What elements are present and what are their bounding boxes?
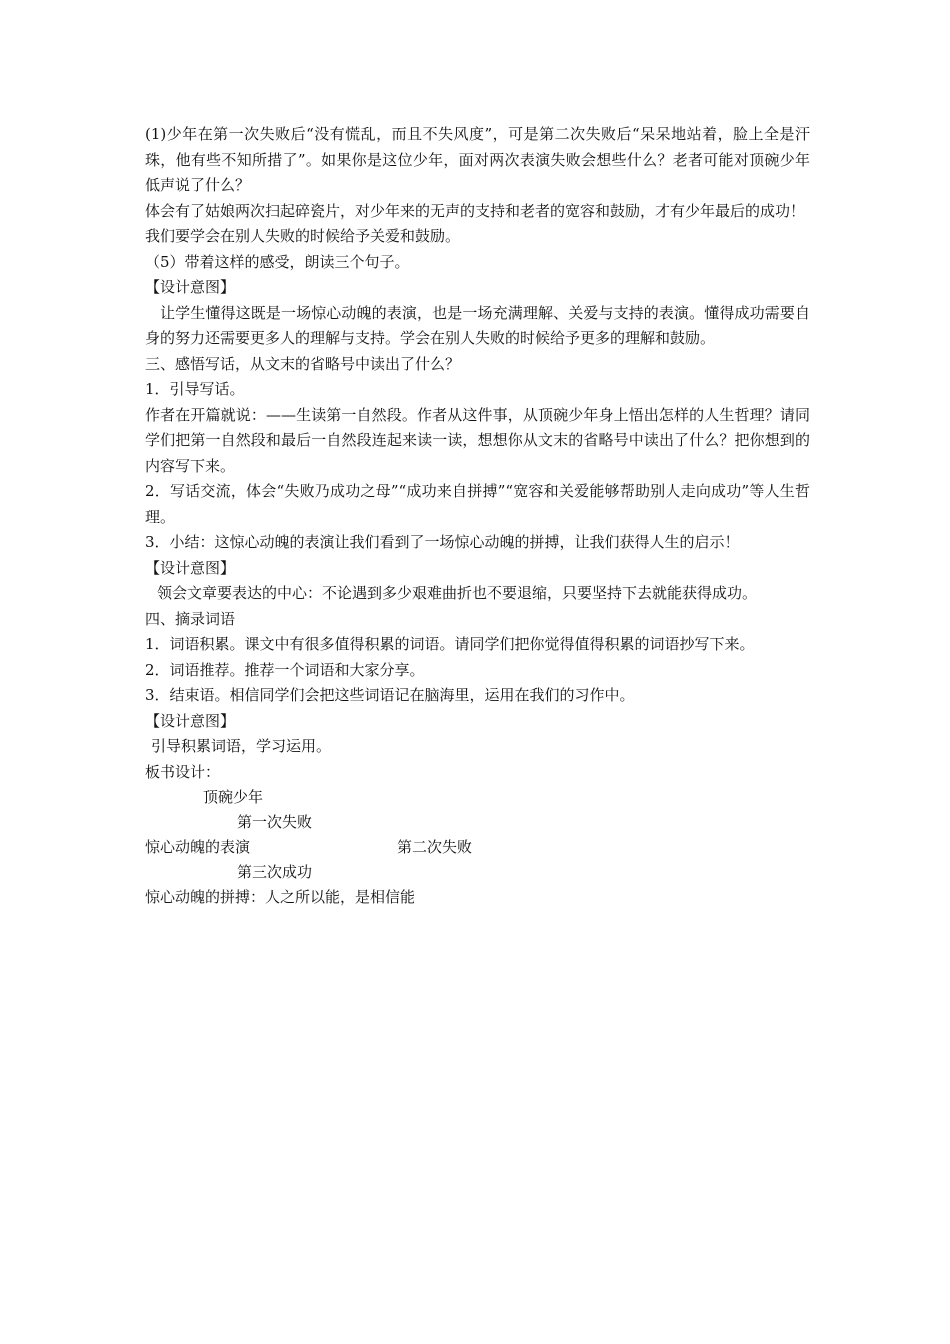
design-intent-text-1: 让学生懂得这既是一场惊心动魄的表演，也是一场充满理解、关爱与支持的表演。懂得成功需要自身的努力还需要更多人的理解与支持。学会在别人失败的时候给予更多的理解和鼓励。 xyxy=(145,303,810,347)
board-third-success: 第三次成功 xyxy=(237,863,313,881)
section-3-title: 三、感悟写话，从文末的省略号中读出了什么？ xyxy=(145,354,461,373)
paragraph-lesson: 我们要学会在别人失败的时候给予关爱和鼓励。 xyxy=(145,227,461,245)
paragraph-reflection: 体会有了姑娘两次扫起碎瓷片，对少年来的无声的支持和老者的宽容和鼓励，才有少年最后的成功！ xyxy=(145,201,806,220)
section-3-item-3: 3．小结：这惊心动魄的表演让我们看到了一场惊心动魄的拼搏，让我们获得人生的启示！ xyxy=(145,533,740,551)
design-intent-body-3: 引导积累词语，学习运用。 xyxy=(151,737,332,755)
paragraph-reading: （5）带着这样的感受，朗读三个句子。 xyxy=(145,252,410,271)
paragraph-question: (1)少年在第一次失败后“没有慌乱，而且不失风度”，可是第二次失败后“呆呆地站着，脸上全是汗珠，他有些不知所措了”。如果你是这位少年，面对两次表演失败会想些什么？老者可能对顶碗少年低声说了什么？ xyxy=(145,125,810,194)
design-intent-heading-1: 【设计意图】 xyxy=(145,278,236,296)
section-4-title: 四、摘录词语 xyxy=(145,609,236,628)
board-first-failure: 第一次失败 xyxy=(237,813,313,831)
board-left-label: 惊心动魄的表演 xyxy=(145,838,251,856)
design-intent-heading-3: 【设计意图】 xyxy=(145,711,236,730)
design-intent-body-2: 领会文章要表达的中心：不论遇到多少艰难曲折也不要退缩，只要坚持下去就能获得成功。 xyxy=(157,584,758,602)
section-3-item-1-body: 作者在开篇就说：——生读第一自然段。作者从这件事，从顶碗少年身上悟出怎样的人生哲理？请同学们把第一自然段和最后一自然段连起来读一读，想想你从文末的省略号中读出了什么？把你想到的内容写下来。 xyxy=(145,405,810,475)
section-3-item-1: 1．引导写话。 xyxy=(145,380,245,398)
section-4-item-3: 3．结束语。相信同学们会把这些词语记在脑海里，运用在我们的习作中。 xyxy=(145,686,635,704)
document-page xyxy=(145,122,810,915)
board-design-title: 板书设计： xyxy=(145,762,221,781)
section-3-item-2: 2．写话交流，体会“失败乃成功之母”“成功来自拼搏”“宽容和关爱能够帮助别人走向成功”等人生哲理。 xyxy=(145,482,810,526)
design-intent-heading-2: 【设计意图】 xyxy=(145,558,236,577)
board-bottom-line: 惊心动魄的拼搏：人之所以能，是相信能 xyxy=(145,888,416,906)
board-second-failure: 第二次失败 xyxy=(397,838,473,856)
board-design xyxy=(145,785,810,915)
design-intent-body-1 xyxy=(145,301,810,352)
section-4-item-2: 2．词语推荐。推荐一个词语和大家分享。 xyxy=(145,660,425,679)
section-4-item-1: 1．词语积累。课文中有很多值得积累的词语。请同学们把你觉得值得积累的词语抄写下来。 xyxy=(145,635,755,653)
board-title: 顶碗少年 xyxy=(203,788,264,806)
